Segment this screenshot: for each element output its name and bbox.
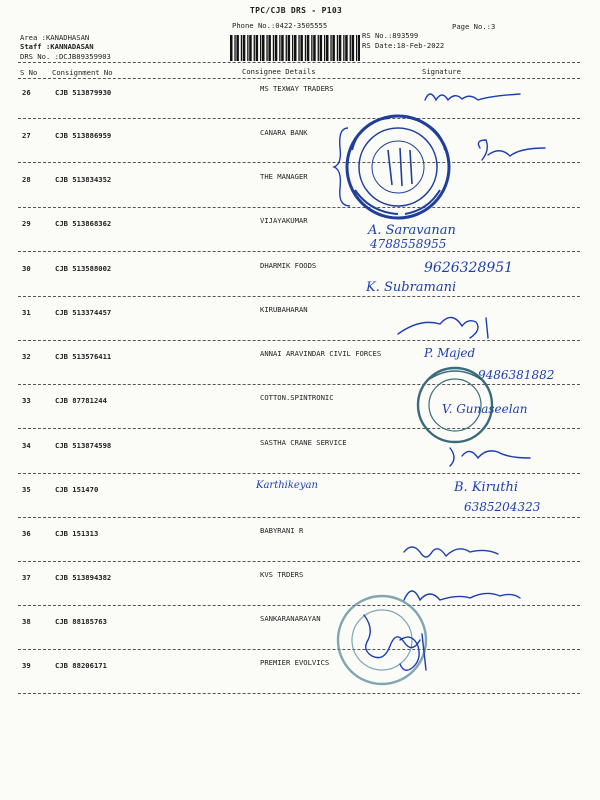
signature-row37 — [404, 591, 520, 600]
handwritten-name-row35: B. Kiruthi — [454, 480, 519, 495]
handwritten-phone-row30: 9626328951 — [424, 260, 514, 276]
col-sno: S No — [20, 68, 38, 77]
rs-date: RS Date:18-Feb-2022 — [362, 41, 445, 50]
col-consignment: Consignment No — [52, 68, 113, 77]
signature-row27 — [478, 140, 545, 160]
signature-row31 — [398, 317, 488, 338]
handwritten-name-row30: K. Subramani — [366, 280, 457, 295]
area-label: Area :KANADHASAN — [20, 33, 90, 42]
faded-seal — [338, 596, 426, 684]
handwritten-phone-row35: 6385204323 — [464, 500, 541, 514]
signature-row36 — [404, 547, 498, 557]
drs-number: DRS No. :DCJB89359903 — [20, 52, 111, 61]
handwritten-name-row33: V. Gunaseelan — [442, 402, 528, 416]
handwritten-name-row35-left: Karthikeyan — [256, 480, 318, 491]
col-signature: Signature — [422, 67, 461, 76]
staff-label: Staff :KANNADASAN — [20, 42, 94, 51]
page-number: Page No.:3 — [452, 22, 496, 31]
phone-number: Phone No.:0422-3505555 — [232, 21, 328, 30]
handwritten-name-row29: A. Saravanan — [368, 223, 456, 238]
col-consignee: Consignee Details — [242, 67, 316, 76]
handwritten-phone-row29: 4788558955 — [370, 237, 447, 251]
rs-number: RS No.:893599 — [362, 31, 419, 40]
document-title: TPC/CJB DRS - P103 — [250, 6, 343, 15]
round-stamp — [347, 116, 449, 218]
signature-row26 — [425, 94, 520, 100]
handwritten-name-row32: P. Majed — [424, 346, 476, 360]
signature-row39 — [400, 634, 426, 670]
signature-row34 — [450, 448, 530, 466]
handwritten-phone-row32: 9486381882 — [478, 368, 555, 382]
